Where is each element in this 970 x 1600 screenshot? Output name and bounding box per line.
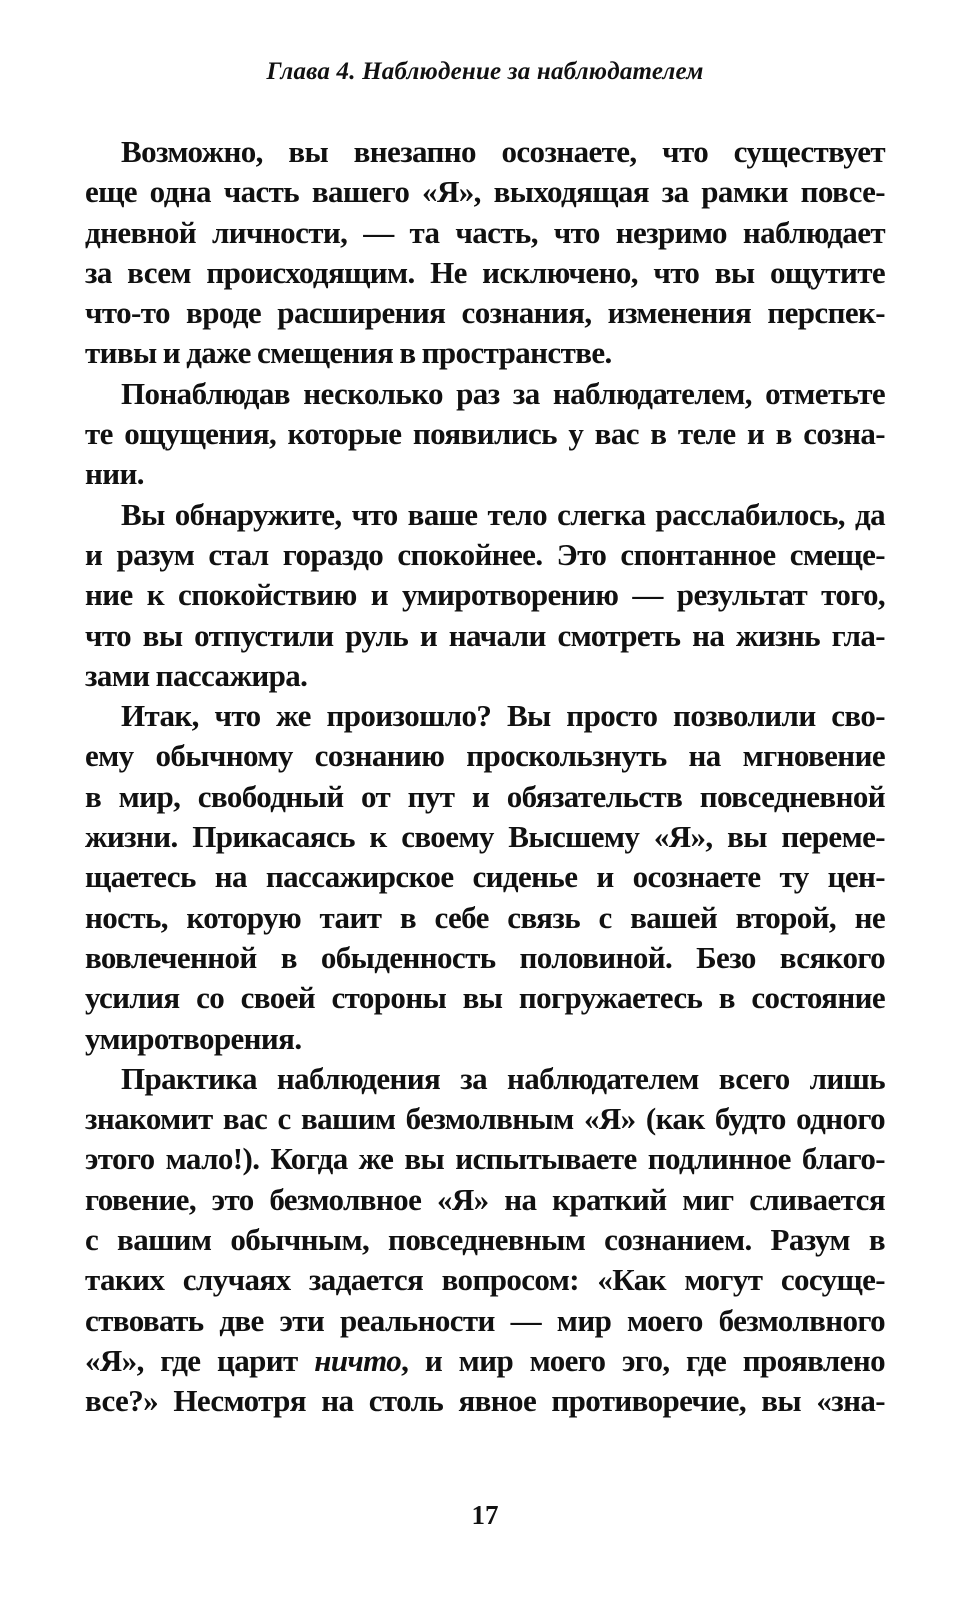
paragraph <box>85 696 885 1059</box>
text-line: говение, это безмолвное «Я» на краткий миг сливается <box>85 1181 885 1217</box>
text-line: ему обычному сознанию проскользнуть на мгновение <box>85 738 885 774</box>
text-line: жизни. Прикасаясь к своему Высшему «Я», вы переме- <box>85 819 885 855</box>
text-line: знакомит вас с вашим безмолвным «Я» (как будто одного <box>85 1101 885 1137</box>
text-line: ние к спокойствию и умиротворению — результат того, <box>85 577 885 613</box>
paragraph <box>85 374 885 495</box>
body-text <box>85 132 885 1422</box>
text-line: этого мало!). Когда же вы испытываете подлинное благо- <box>85 1141 885 1177</box>
text-line: умиротворения. <box>85 1020 302 1056</box>
text-line: Возможно, вы внезапно осознаете, что существует <box>121 134 885 169</box>
text-line: те ощущения, которые появились у вас в теле и в созна- <box>85 416 885 452</box>
paragraph <box>85 1059 885 1422</box>
text-line: Вы обнаружите, что ваше тело слегка расслабилось, да <box>121 496 885 532</box>
text-line: еще одна часть вашего «Я», выходящая за рамки повсе- <box>85 174 885 210</box>
text-line: тивы и даже смещения в пространстве. <box>85 335 612 371</box>
text-line: все?» Несмотря на столь явное противоречие, вы «зна- <box>85 1383 885 1419</box>
paragraph <box>85 132 885 374</box>
text-line: таких случаях задается вопросом: «Как могут сосуще- <box>85 1262 885 1298</box>
text-line: Понаблюдав несколько раз за наблюдателем, отметьте <box>121 375 885 411</box>
text-line: в мир, свободный от пут и обязательств повседневной <box>85 778 885 814</box>
text-line: дневной личности, — та часть, что незримо наблюдает <box>85 214 885 250</box>
running-head: Глава 4. Наблюдение за наблюдателем <box>266 58 704 85</box>
text-line: нии. <box>85 456 144 492</box>
text-line: щаетесь на пассажирское сиденье и осознаете ту цен- <box>85 859 885 895</box>
text-line: вовлеченной в обыденность половиной. Безо всякого <box>85 939 885 975</box>
page-number: 17 <box>471 1500 499 1530</box>
text-line: усилия со своей стороны вы погружаетесь в состояние <box>85 980 885 1016</box>
text-line: за всем происходящим. Не исключено, что вы ощутите <box>85 254 885 290</box>
text-line: ствовать две эти реальности — мир моего безмолвного <box>85 1302 885 1338</box>
emphasis-word: ничто <box>314 1342 402 1378</box>
text-fragment: «Я», где царит <box>85 1342 315 1378</box>
text-line: что вы отпустили руль и начали смотреть на жизнь гла- <box>85 617 885 653</box>
text-line: с вашим обычным, повседневным сознанием. Разум в <box>85 1222 885 1258</box>
text-fragment: , и мир моего эго, где проявлено <box>401 1342 885 1378</box>
text-line: ность, которую таит в себе связь с вашей второй, не <box>85 899 885 935</box>
text-line: что-то вроде расширения сознания, изменения перспек- <box>85 295 885 331</box>
text-line: Итак, что же произошло? Вы просто позволили сво- <box>121 698 885 734</box>
text-line: зами пассажира. <box>85 657 308 693</box>
text-line: Практика наблюдения за наблюдателем всего лишь <box>121 1060 885 1096</box>
paragraph <box>85 495 885 696</box>
text-line: и разум стал гораздо спокойнее. Это спонтанное смеще- <box>85 536 885 572</box>
text-line-with-emphasis <box>85 1341 885 1381</box>
